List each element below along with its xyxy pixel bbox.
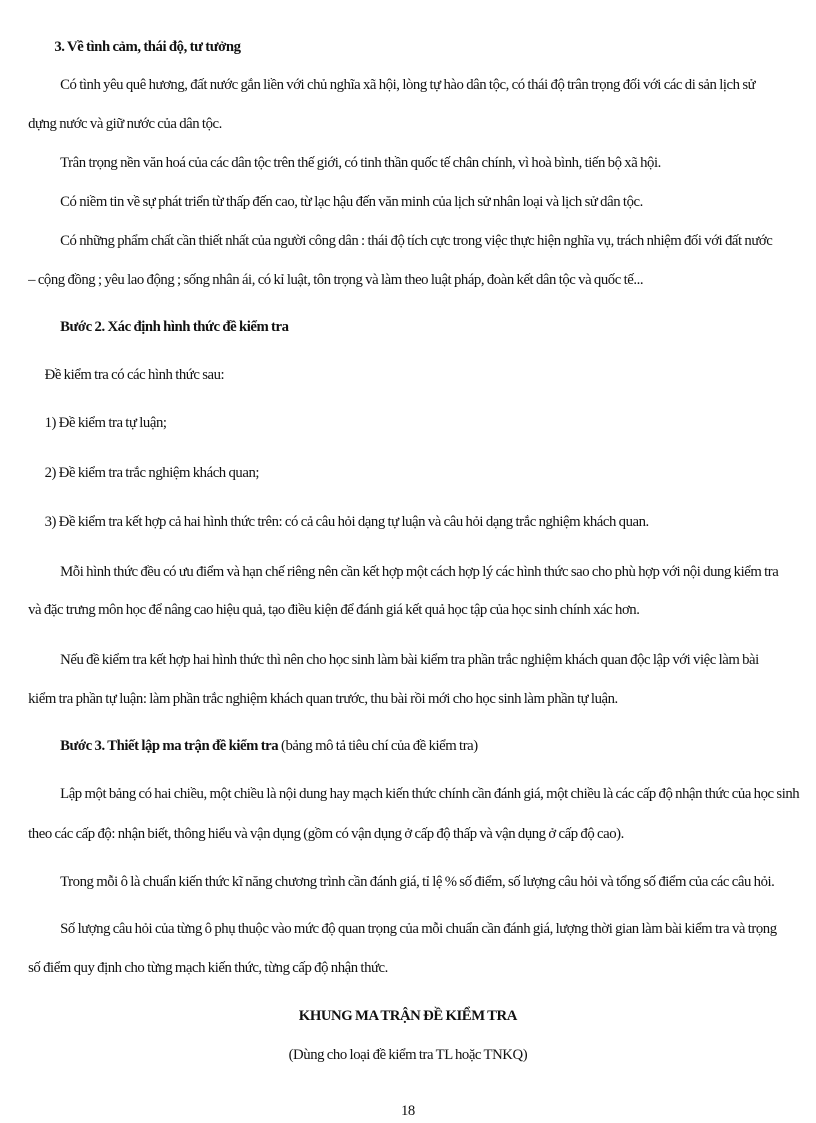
page-number: 18 — [400, 1102, 415, 1119]
section3-p4-line1: Có những phẩm chất cần thiết nhất của người công dân : thái độ tích cực trong việc thực hiện nghĩa vụ, trách nhiệm đối với đất nước — [60, 232, 773, 249]
step2-p1-line2: và đặc trưng môn học để nâng cao hiệu quả, tạo điều kiện để đánh giá kết quả học tập của học sinh chính xác hơn. — [28, 601, 640, 618]
step3-p3-line1: Số lượng câu hỏi của từng ô phụ thuộc vào mức độ quan trọng của mỗi chuẩn cần đánh giá, lượng thời gian làm bài kiểm tra và trọng — [60, 920, 777, 937]
step3-heading-bold: Bước 3. Thiết lập ma trận đề kiểm tra — [60, 737, 279, 754]
step3-p1-line1: Lập một bảng có hai chiều, một chiều là nội dung hay mạch kiến thức chính cần đánh giá, một chiều là các cấp độ nhận thức của học sinh — [60, 785, 800, 802]
section3-p1-line1: Có tình yêu quê hương, đất nước gắn liền với chủ nghĩa xã hội, lòng tự hào dân tộc, có thái độ trân trọng đối với các di sản lịch sử — [60, 76, 756, 93]
step2-item-1: 1) Đề kiểm tra tự luận; — [44, 414, 167, 431]
step2-p1-line1: Mỗi hình thức đều có ưu điểm và hạn chế riêng nên cần kết hợp một cách hợp lý các hình thức sao cho phù hợp với nội dung kiểm tra — [60, 563, 779, 580]
step3-p1-line2: theo các cấp độ: nhận biết, thông hiểu và vận dụng (gồm có vận dụng ở cấp độ thấp và vận dụng ở cấp độ cao). — [28, 825, 624, 842]
step2-p2-line1: Nếu đề kiểm tra kết hợp hai hình thức thì nên cho học sinh làm bài kiểm tra phần trắc nghiệm khách quan độc lập với việc làm bài — [60, 651, 759, 668]
step2-item-2: 2) Đề kiểm tra trắc nghiệm khách quan; — [44, 464, 260, 481]
frame-title: KHUNG MA TRẬN ĐỀ KIỂM TRA — [298, 1007, 517, 1024]
step2-heading: Bước 2. Xác định hình thức đề kiểm tra — [60, 318, 289, 335]
step3-p3-line2: số điểm quy định cho từng mạch kiến thức, từng cấp độ nhận thức. — [28, 959, 388, 976]
section3-p3: Có niềm tin về sự phát triển từ thấp đến cao, từ lạc hậu đến văn minh của lịch sử nhân loại và lịch sử dân tộc. — [60, 193, 643, 210]
section3-p2: Trân trọng nền văn hoá của các dân tộc trên thế giới, có tinh thần quốc tế chân chính, vì hoà bình, tiến bộ xã hội. — [60, 154, 661, 171]
step3-heading — [60, 737, 478, 755]
step2-intro: Đề kiểm tra có các hình thức sau: — [44, 366, 225, 383]
section3-heading: 3. Về tình cảm, thái độ, tư tưởng — [54, 38, 241, 55]
section3-p4-line2: – cộng đồng ; yêu lao động ; sống nhân ái, có kỉ luật, tôn trọng và làm theo luật pháp, đoàn kết dân tộc và quốc tế... — [28, 271, 644, 288]
step2-item-3: 3) Đề kiểm tra kết hợp cả hai hình thức trên: có cả câu hỏi dạng tự luận và câu hỏi dạng trắc nghiệm khách quan. — [44, 513, 649, 530]
step3-heading-rest: (bảng mô tả tiêu chí của đề kiểm tra) — [278, 737, 478, 754]
step2-p2-line2: kiểm tra phần tự luận: làm phần trắc nghiệm khách quan trước, thu bài rồi mới cho học sinh làm phần tự luận. — [28, 690, 618, 707]
step3-p2: Trong mỗi ô là chuẩn kiến thức kĩ năng chương trình cần đánh giá, tỉ lệ % số điểm, số lượng câu hỏi và tổng số điểm của các câu hỏi. — [60, 873, 775, 890]
frame-subtitle: (Dùng cho loại đề kiểm tra TL hoặc TNKQ) — [288, 1046, 528, 1063]
section3-p1-line2: dựng nước và giữ nước của dân tộc. — [28, 115, 222, 132]
